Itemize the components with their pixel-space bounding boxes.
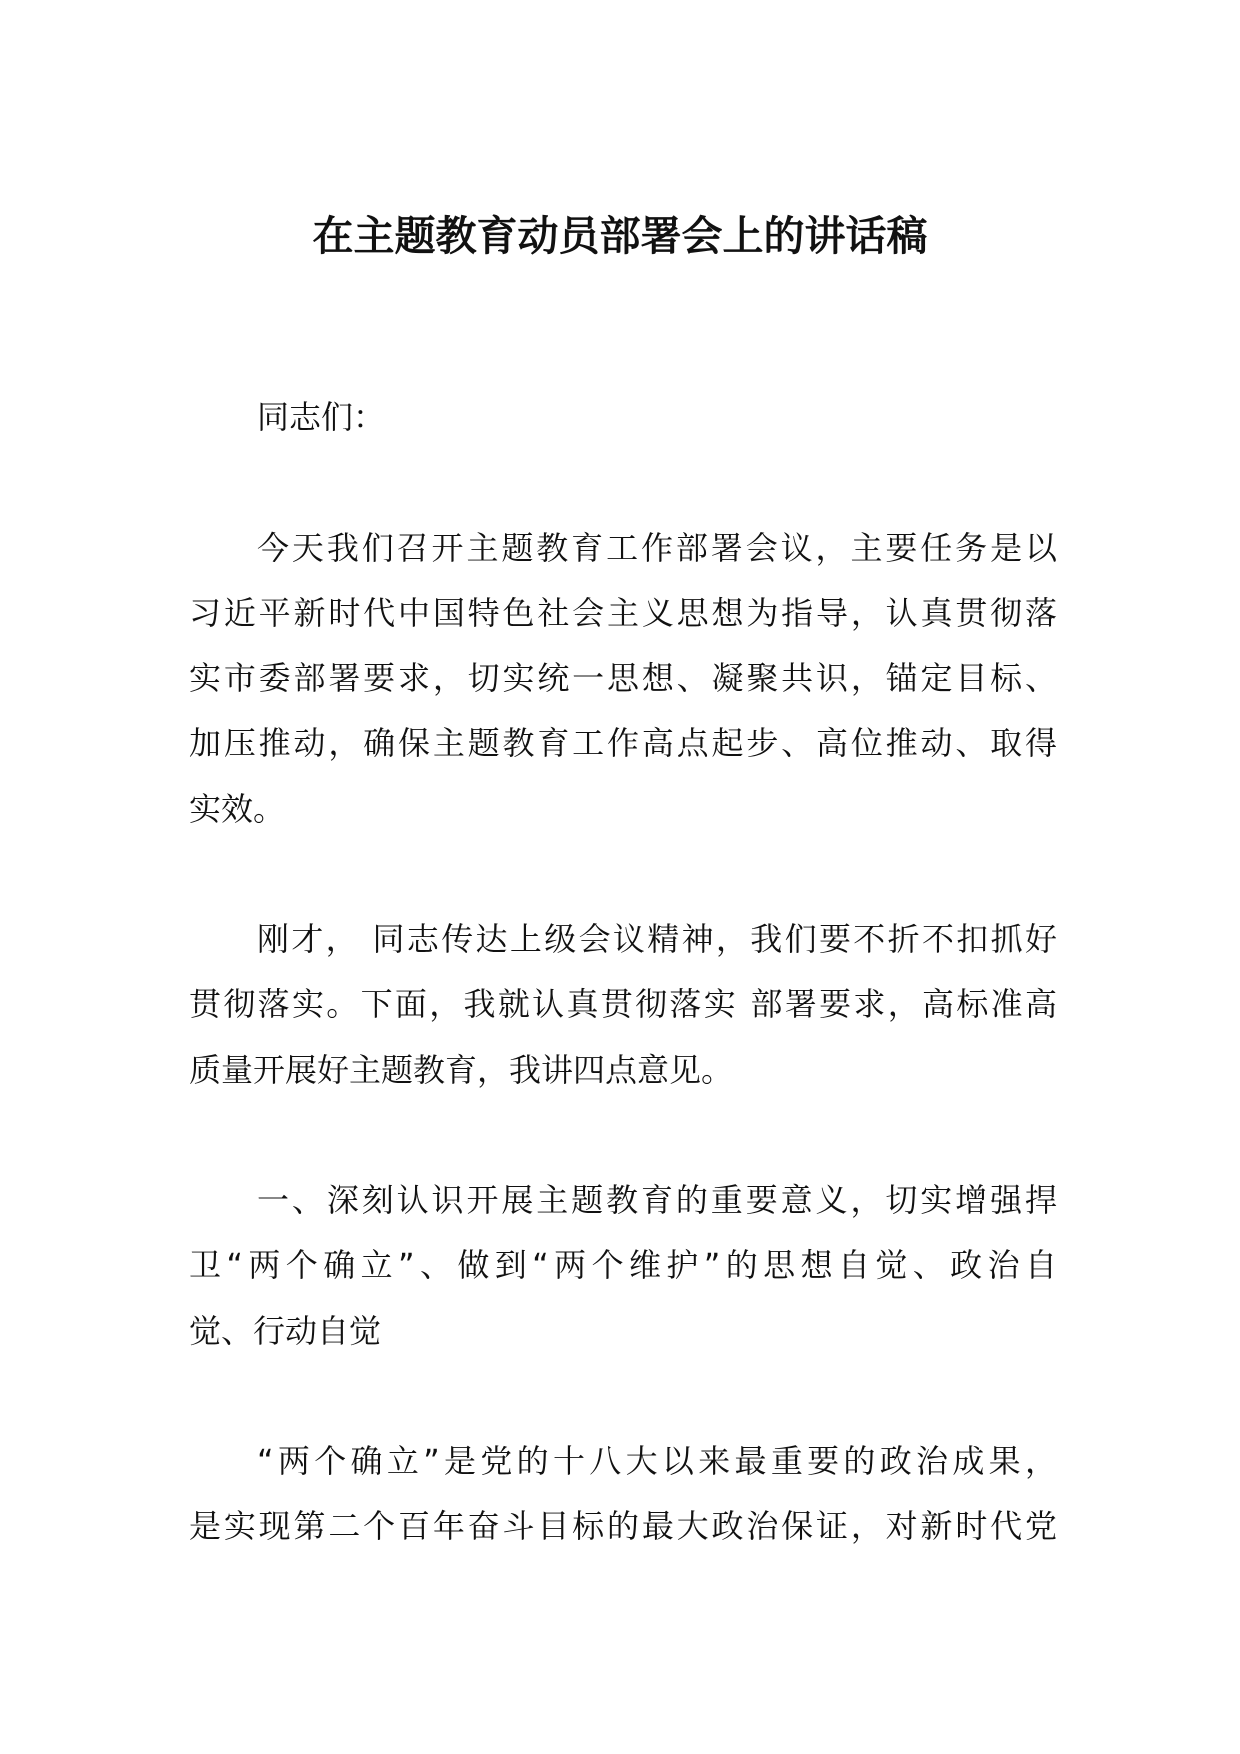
document-body <box>189 385 1057 1560</box>
salutation: 同志们： <box>257 398 386 436</box>
paragraph-line: 一、深刻认识开展主题教育的重要意义，切实增强捍 <box>257 1181 1057 1219</box>
paragraph-line: 加压推动，确保主题教育工作高点起步、高位推动、取得 <box>189 724 1057 763</box>
paragraph-line: 习近平新时代中国特色社会主义思想为指导，认真贯彻落 <box>189 593 1057 632</box>
document-title: 在主题教育动员部署会上的讲话稿 <box>312 212 928 260</box>
paragraph <box>189 516 1057 842</box>
paragraph-line: 觉、行动自觉 <box>189 1311 382 1350</box>
paragraph-line: 贯彻落实。下面，我就认真贯彻落实 部署要求，高标准高 <box>189 985 1057 1024</box>
paragraph <box>189 1168 1057 1364</box>
paragraph <box>189 907 1057 1103</box>
paragraph-line: 刚才， 同志传达上级会议精神，我们要不折不扣抓好 <box>257 920 1057 958</box>
paragraph <box>189 1429 1057 1560</box>
paragraph-line: 实效。 <box>189 789 286 828</box>
paragraph-line: 是实现第二个百年奋斗目标的最大政治保证，对新时代党 <box>189 1507 1057 1546</box>
paragraph-line: 质量开展好主题教育，我讲四点意见。 <box>189 1050 734 1089</box>
paragraph-line: 实市委部署要求，切实统一思想、凝聚共识，锚定目标、 <box>189 659 1057 697</box>
paragraph-line: 卫“两个确立”、做到“两个维护”的思想自觉、政治自 <box>189 1246 1057 1285</box>
paragraph-line: “两个确立”是党的十八大以来最重要的政治成果， <box>257 1442 1057 1480</box>
paragraph-line: 今天我们召开主题教育工作部署会议，主要任务是以 <box>257 528 1057 567</box>
